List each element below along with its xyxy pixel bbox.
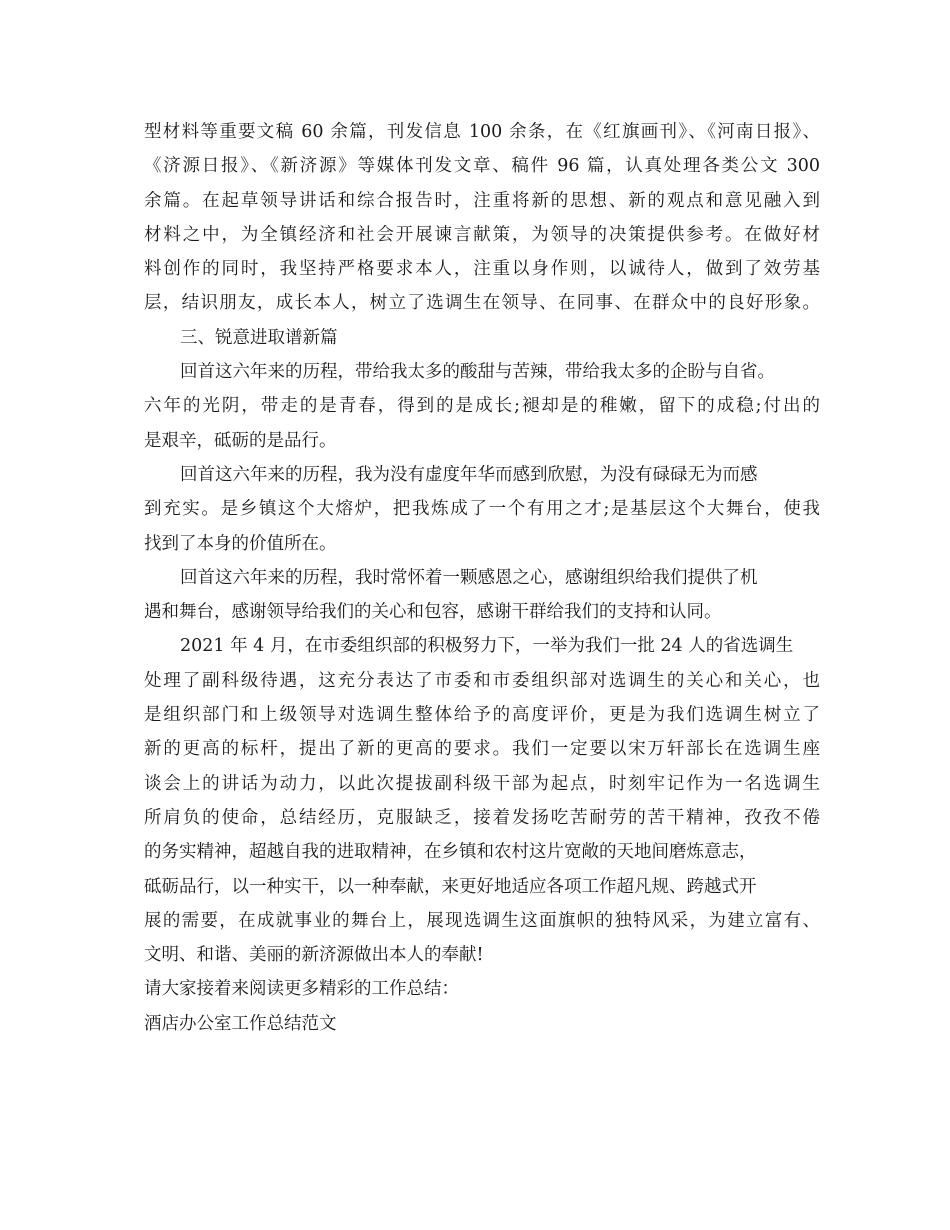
body-line: 文明、和谐、美丽的新济源做出本人的奉献! xyxy=(144,945,484,966)
document-body xyxy=(144,115,820,1041)
body-line: 回首这六年来的历程，我为没有虚度年华而感到欣慰，为没有碌碌无为而感 xyxy=(180,464,758,485)
body-line: 谈会上的讲话为动力，以此次提拔副科级干部为起点，时刻牢记作为一名选调生 xyxy=(144,773,820,794)
body-line: 所肩负的使命，总结经历，克服缺乏，接着发扬吃苦耐劳的苦干精神，孜孜不倦 xyxy=(144,807,820,828)
body-line: 砥砺品行，以一种实干，以一种奉献，来更好地适应各项工作超凡规、跨越式开 xyxy=(144,876,757,897)
body-line: 余篇。在起草领导讲话和综合报告时，注重将新的思想、新的观点和意见融入到 xyxy=(144,190,820,211)
related-article-title: 酒店办公室工作总结范文 xyxy=(144,1013,337,1034)
body-line: 层，结识朋友，成长本人，树立了选调生在领导、在同事、在群众中的良好形象。 xyxy=(144,293,820,314)
body-line: 到充实。是乡镇这个大熔炉，把我炼成了一个有用之才;是基层这个大舞台，使我 xyxy=(144,499,820,520)
body-line: 新的更高的标杆，提出了新的更高的要求。我们一定要以宋万轩部长在选调生座 xyxy=(144,739,820,760)
body-line: 是艰辛，砥砺的是品行。 xyxy=(144,430,337,451)
body-line: 找到了本身的价值所在。 xyxy=(144,533,337,554)
body-line: 是组织部门和上级领导对选调生整体给予的高度评价，更是为我们选调生树立了 xyxy=(144,705,820,726)
body-line: 处理了副科级待遇，这充分表达了市委和市委组织部对选调生的关心和关心，也 xyxy=(144,670,820,691)
body-line: 料创作的同时，我坚持严格要求本人，注重以身作则，以诚待人，做到了效劳基 xyxy=(144,259,820,280)
body-line: 材料之中，为全镇经济和社会开展谏言献策，为领导的决策提供参考。在做好材 xyxy=(144,224,820,245)
body-line: 《济源日报》、《新济源》等媒体刊发文章、稿件 96 篇，认真处理各类公文 300 xyxy=(144,156,820,177)
body-line: 型材料等重要文稿 60 余篇，刊发信息 100 余条，在《红旗画刊》、《河南日报》、 xyxy=(144,122,820,142)
body-line: 遇和舞台，感谢领导给我们的关心和包容，感谢干群给我们的支持和认同。 xyxy=(144,602,722,623)
section-heading: 三、锐意进取谱新篇 xyxy=(180,327,338,348)
body-line: 六年的光阴，带走的是青春，得到的是成长;褪却是的稚嫩，留下的成稳;付出的 xyxy=(144,396,820,417)
read-more-prompt: 请大家接着来阅读更多精彩的工作总结： xyxy=(144,979,459,1000)
body-line: 回首这六年来的历程，我时常怀着一颗感恩之心，感谢组织给我们提供了机 xyxy=(180,567,758,588)
body-line: 的务实精神，超越自我的进取精神，在乡镇和农村这片宽敞的天地间磨炼意志， xyxy=(144,842,757,863)
body-line: 展的需要，在成就事业的舞台上，展现选调生这面旗帜的独特风采，为建立富有、 xyxy=(144,910,820,931)
body-line: 回首这六年来的历程，带给我太多的酸甜与苦辣，带给我太多的企盼与自省。 xyxy=(180,362,775,383)
body-line: 2021 年 4 月，在市委组织部的积极努力下，一举为我们一批 24 人的省选调生 xyxy=(180,636,794,657)
